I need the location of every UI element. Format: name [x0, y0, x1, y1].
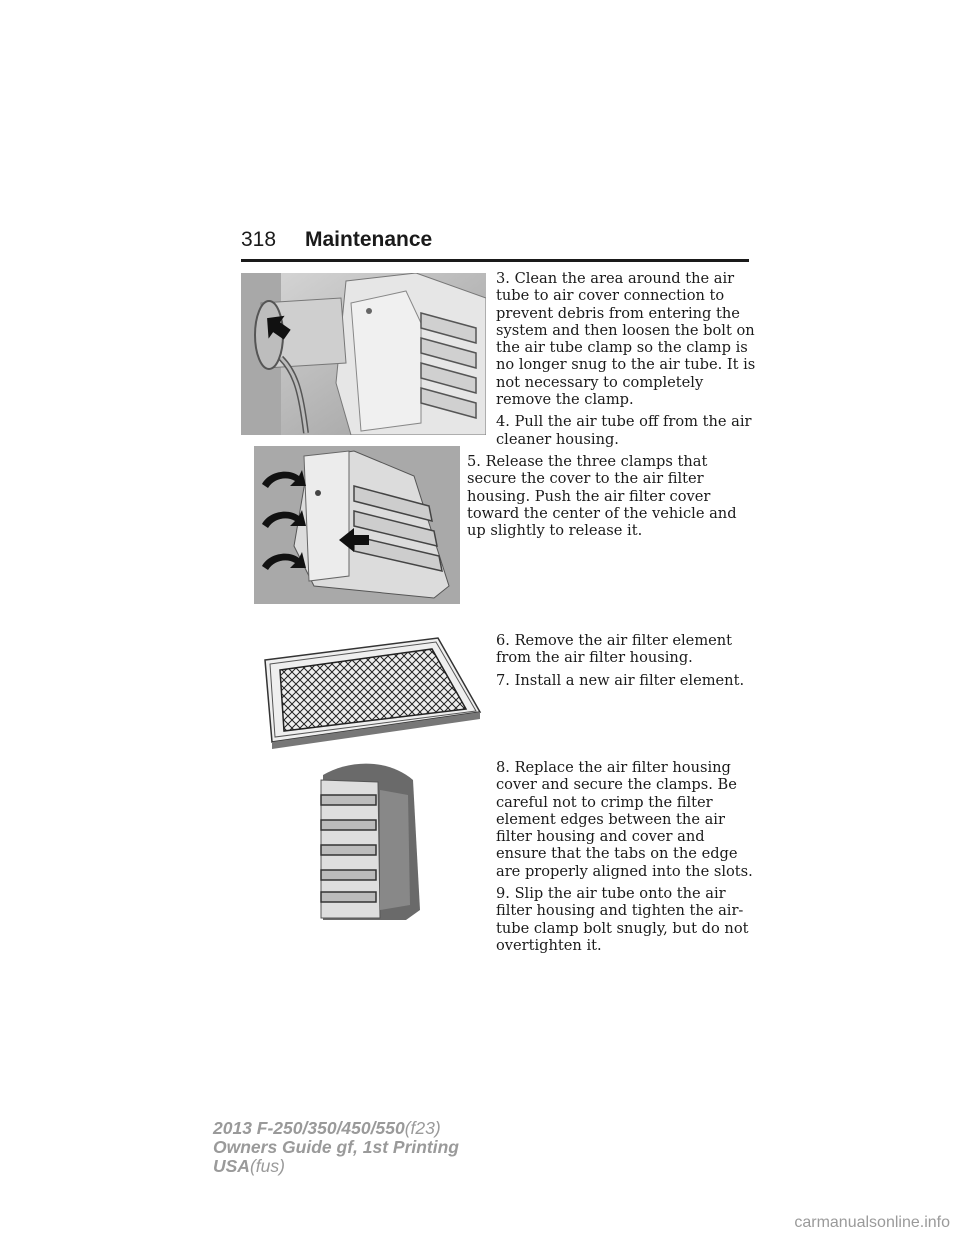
step-4: 4. Pull the air tube off from the air cleaner housing.	[496, 413, 752, 448]
step-3: 3. Clean the area around the air tube to air cover connection to prevent debris from entering the system and then loosen the bolt on the air tube clamp so the clamp is no longer snug to the air tube. It is not necessary to completely remove the clamp.	[496, 270, 756, 409]
filter-housing-clamps-illustration	[254, 446, 460, 604]
footer-model-code: (f23)	[404, 1118, 441, 1138]
footer-region: USA	[213, 1156, 250, 1176]
housing-cover-illustration	[318, 760, 422, 922]
document-footer	[213, 1119, 459, 1176]
page-number: 318	[241, 228, 277, 251]
step-7: 7. Install a new air filter element.	[496, 671, 745, 689]
step-6-7-text	[496, 632, 758, 694]
section-title: Maintenance	[305, 228, 433, 251]
step-8: 8. Replace the air filter housing cover and secure the clamps. Be careful not to crimp the filter element edges between the air filter housing and cover and ensure that the tabs on the edge are properly aligned into the slots.	[496, 759, 753, 880]
step-9: 9. Slip the air tube onto the air filter housing and tighten the air-tube clamp bolt snugly, but do not overtighten it.	[496, 885, 749, 954]
footer-model: 2013 F-250/350/450/550	[213, 1118, 405, 1138]
footer-region-code: (fus)	[249, 1156, 285, 1176]
step-5: 5. Release the three clamps that secure the cover to the air filter housing. Push the air filter cover toward the center of the vehicle and up slightly to release it.	[467, 453, 737, 540]
watermark: carmanualsonline.info	[794, 1214, 950, 1231]
air-tube-clamp-illustration	[241, 273, 486, 435]
step-8-9-text	[496, 759, 758, 959]
footer-guide: Owners Guide gf, 1st Printing	[213, 1137, 459, 1157]
air-filter-element-illustration	[260, 632, 482, 750]
step-6: 6. Remove the air filter element from the air filter housing.	[496, 632, 733, 667]
header-rule	[241, 259, 749, 262]
step-3-4-text	[496, 270, 758, 453]
step-5-text	[467, 453, 757, 544]
